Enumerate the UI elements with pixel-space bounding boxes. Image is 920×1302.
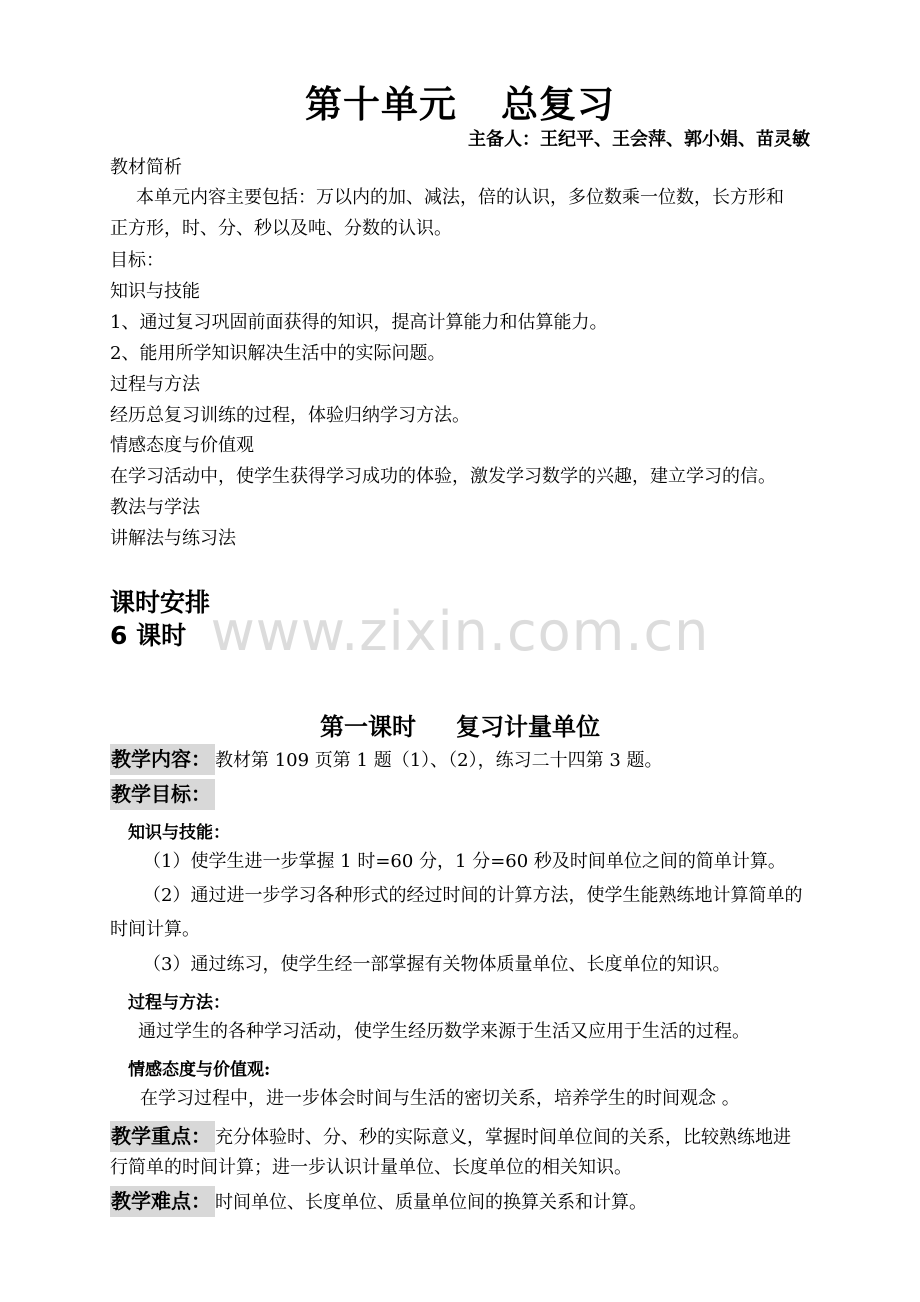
lesson-knowledge-heading: 知识与技能： — [128, 823, 230, 843]
content-label: 教学内容： — [110, 744, 215, 775]
goal-item-2: 2、能用所学知识解决生活中的实际问题。 — [110, 343, 446, 364]
lesson-process-heading: 过程与方法： — [128, 993, 230, 1013]
schedule-heading: 课时安排 — [110, 588, 211, 617]
difficulty-text: 时间单位、长度单位、质量单位间的换算关系和计算。 — [215, 1192, 647, 1213]
unit-title — [0, 74, 920, 128]
watermark: www.zixin.com.cn — [210, 600, 710, 663]
key-text-line2: 行简单的时间计算；进一步认识计量单位、长度单位的相关知识。 — [110, 1157, 632, 1178]
lesson-process-text: 通过学生的各种学习活动，使学生经历数学来源于生活又应用于生活的过程。 — [138, 1021, 750, 1042]
content-text: 教材第 109 页第 1 题（1）、（2），练习二十四第 3 题。 — [215, 750, 663, 771]
key-label: 教学重点： — [110, 1121, 215, 1152]
process-text: 经历总复习训练的过程，体验归纳学习方法。 — [110, 405, 470, 426]
lesson-number: 第一课时 — [320, 713, 416, 741]
schedule-count: 6 课时 — [110, 621, 187, 650]
goal-item-1: 1、通过复习巩固前面获得的知识，提高计算能力和估算能力。 — [110, 312, 608, 333]
knowledge-item-2-line2: 时间计算。 — [110, 919, 200, 940]
goals-label: 教学目标： — [110, 779, 215, 810]
knowledge-heading: 知识与技能 — [110, 281, 200, 302]
goals-row — [110, 780, 215, 810]
emotion-text: 在学习活动中，使学生获得学习成功的体验，激发学习数学的兴趣，建立学习的信。 — [110, 466, 776, 487]
analysis-heading: 教材简析 — [110, 157, 182, 178]
unit-title-number: 第十单元 — [305, 83, 457, 126]
lesson-emotion-heading: 情感态度与价值观: — [128, 1060, 271, 1080]
lesson-topic: 复习计量单位 — [456, 713, 600, 741]
lesson-title — [0, 707, 920, 742]
method-heading: 教法与学法 — [110, 497, 200, 518]
analysis-text-line1: 本单元内容主要包括：万以内的加、减法，倍的认识，多位数乘一位数，长方形和 — [136, 187, 784, 208]
content-row — [110, 745, 663, 775]
key-text-line1: 充分体验时、分、秒的实际意义，掌握时间单位间的关系，比较熟练地进 — [215, 1127, 791, 1148]
goals-heading: 目标： — [110, 250, 164, 271]
process-heading: 过程与方法 — [110, 374, 200, 395]
authors-line: 主备人：王纪平、王会萍、郭小娟、苗灵敏 — [468, 129, 810, 150]
knowledge-item-1: （1）使学生进一步掌握 1 时=60 分，1 分=60 秒及时间单位之间的简单计算。 — [143, 851, 786, 872]
analysis-text-line2: 正方形，时、分、秒以及吨、分数的认识。 — [110, 218, 452, 239]
knowledge-item-3: （3）通过练习，使学生经一部掌握有关物体质量单位、长度单位的知识。 — [143, 954, 731, 975]
method-text: 讲解法与练习法 — [110, 528, 236, 549]
difficulty-label: 教学难点： — [110, 1186, 215, 1217]
unit-title-name: 总复习 — [501, 83, 615, 126]
lesson-emotion-text: 在学习过程中，进一步体会时间与生活的密切关系，培养学生的时间观念 。 — [140, 1088, 740, 1109]
key-row — [110, 1122, 791, 1152]
knowledge-item-2-line1: （2）通过进一步学习各种形式的经过时间的计算方法，使学生能熟练地计算简单的 — [143, 885, 803, 906]
difficulty-row — [110, 1187, 647, 1217]
emotion-heading: 情感态度与价值观 — [110, 435, 254, 456]
